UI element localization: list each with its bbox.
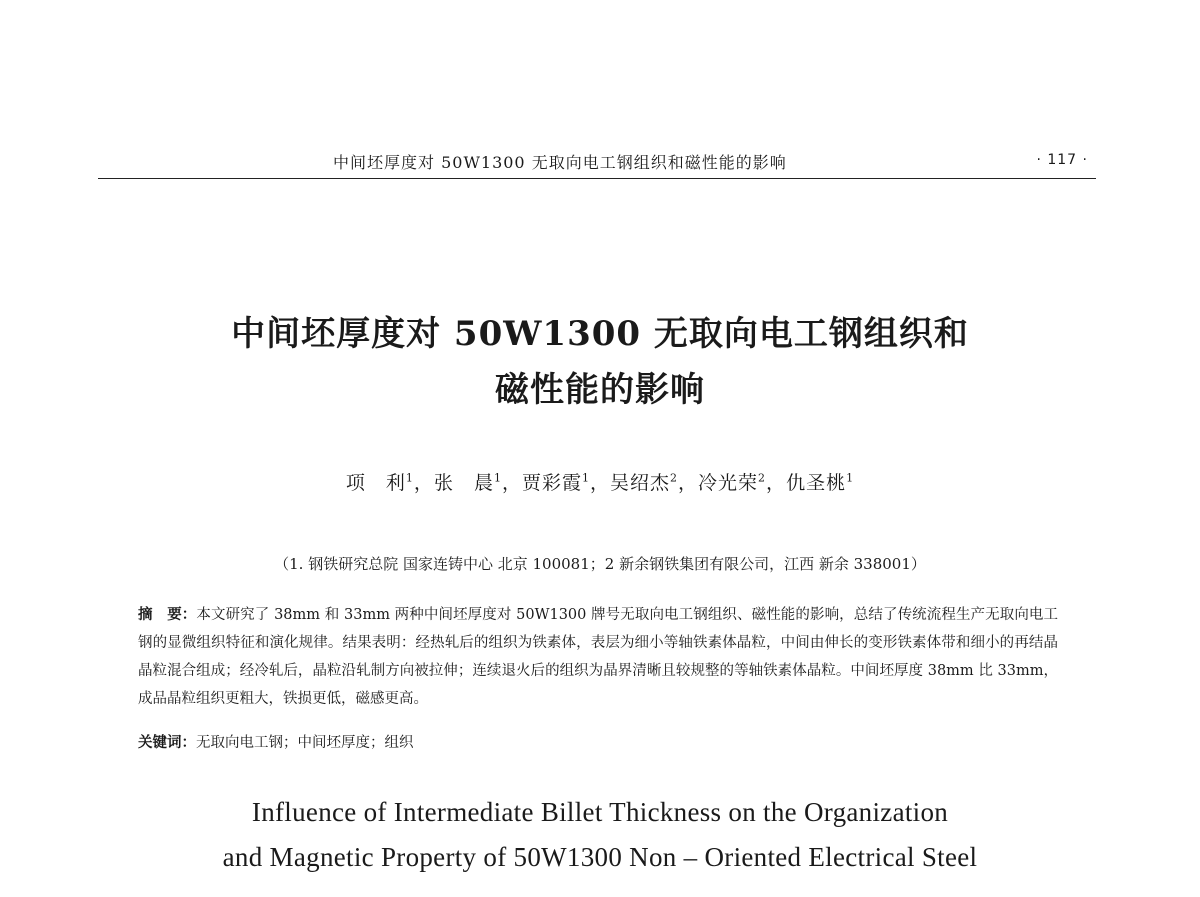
english-title-line-1: Influence of Intermediate Billet Thickness on the Organization xyxy=(251,797,949,827)
author-name: 张 晨 xyxy=(433,472,494,494)
running-head xyxy=(98,148,1096,179)
author-separator: ， xyxy=(413,472,434,494)
author-affiliation-mark: 1 xyxy=(405,471,414,485)
abstract xyxy=(138,601,1058,713)
page-number: · 117 · xyxy=(1036,152,1088,168)
author-name: 仇圣桃 xyxy=(786,472,847,494)
keywords-text: 无取向电工钢；中间坯厚度；组织 xyxy=(196,735,414,751)
author-name: 贾彩霞 xyxy=(521,472,582,494)
affiliation: （1. 钢铁研究总院 国家连铸中心 北京 100081；2 新余钢铁集团有限公司，江西 新余 338001） xyxy=(274,555,926,573)
running-head-title: 中间坯厚度对 50W1300 无取向电工钢组织和磁性能的影响 xyxy=(333,153,787,172)
author-affiliation-mark: 1 xyxy=(493,471,502,485)
author-name: 冷光荣 xyxy=(698,472,759,494)
author-affiliation-mark: 2 xyxy=(758,471,767,485)
author-separator: ， xyxy=(501,472,522,494)
author-list xyxy=(0,468,1200,495)
paper-title-line-1: 中间坯厚度对 50W1300 无取向电工钢组织和 xyxy=(231,314,969,354)
keywords-label: 关键词： xyxy=(138,735,196,751)
author-affiliation-mark: 1 xyxy=(846,471,855,485)
abstract-text: 本文研究了 38mm 和 33mm 两种中间坯厚度对 50W1300 牌号无取向电工钢组织、磁性能的影响，总结了传统流程生产无取向电工钢的显微组织特征和演化规律。结果表明：经热轧后的组织为铁素体，表层为细小等轴铁素体晶粒，中间由伸长的变形铁素体带和细小的再结晶晶粒混合组成；经冷轧后，晶粒沿轧制方向被拉伸；连续退火后的组织为晶界清晰且较规整的等轴铁素体晶粒。中间坯厚度 38mm 比 33mm，成品晶粒组织更粗大，铁损更低，磁感更高。 xyxy=(138,607,1059,707)
author-separator: ， xyxy=(589,472,610,494)
author-name: 项 利 xyxy=(345,472,406,494)
author-affiliation-mark: 2 xyxy=(670,471,679,485)
author-affiliation-mark: 1 xyxy=(581,471,590,485)
keywords xyxy=(138,733,1058,753)
author-separator: ， xyxy=(766,472,787,494)
author-name: 吴绍杰 xyxy=(610,472,671,494)
author-separator: ， xyxy=(678,472,699,494)
english-title-line-2: and Magnetic Property of 50W1300 Non – Oriented Electrical Steel xyxy=(222,842,978,872)
paper-title-line-2: 磁性能的影响 xyxy=(495,370,705,410)
abstract-label: 摘 要： xyxy=(138,607,197,623)
